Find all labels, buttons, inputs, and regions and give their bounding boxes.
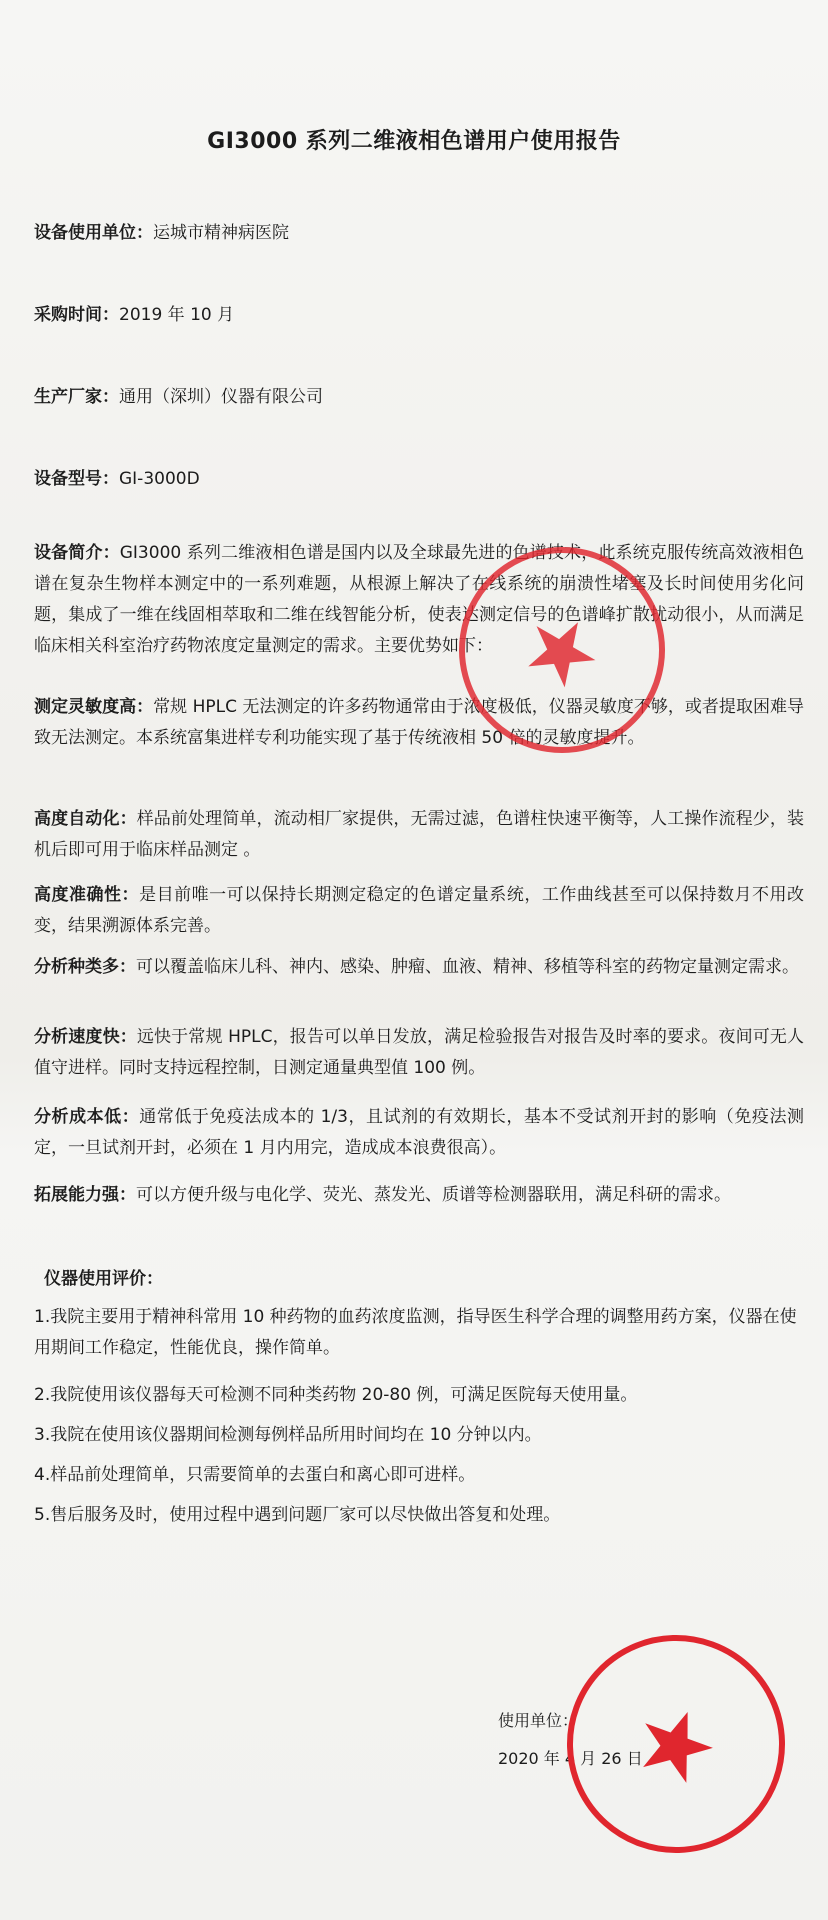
field-purchase-time-value: 2019 年 10 月: [119, 305, 235, 325]
document-title: GI3000 系列二维液相色谱用户使用报告: [207, 129, 621, 154]
field-manufacturer-value: 通用（深圳）仪器有限公司: [119, 387, 323, 407]
advantage-label: 拓展能力强：: [34, 1185, 136, 1205]
field-manufacturer-label: 生产厂家：: [34, 387, 119, 407]
advantage-text: 可以方便升级与电化学、荧光、蒸发光、质谱等检测器联用，满足科研的需求。: [136, 1185, 731, 1205]
advantage-label: 测定灵敏度高：: [34, 697, 154, 717]
advantage-sensitivity: [34, 692, 804, 754]
evaluation-item: 5.售后服务及时，使用过程中遇到问题厂家可以尽快做出答复和处理。: [34, 1505, 561, 1525]
advantage-text: 可以覆盖临床儿科、神内、感染、肿瘤、血液、精神、移植等科室的药物定量测定需求。: [136, 957, 799, 977]
field-model-label: 设备型号：: [34, 469, 119, 489]
advantage-text: 远快于常规 HPLC，报告可以单日发放，满足检验报告对报告及时率的要求。夜间可无人值守进样。同时支持远程控制，日测定通量典型值 100 例。: [34, 1027, 805, 1078]
hospital-seal-stamp-lower: [560, 1628, 792, 1860]
advantage-label: 分析成本低：: [34, 1107, 140, 1127]
advantage-label: 分析种类多：: [34, 957, 136, 977]
field-user-unit-label: 设备使用单位：: [34, 223, 153, 243]
advantage-label: 高度准确性：: [34, 885, 140, 905]
field-user-unit: [34, 218, 289, 243]
evaluation-item: 3.我院在使用该仪器期间检测每例样品所用时间均在 10 分钟以内。: [34, 1425, 542, 1445]
field-user-unit-value: 运城市精神病医院: [153, 223, 289, 243]
evaluation-heading: 仪器使用评价：: [44, 1269, 163, 1289]
advantage-variety: [34, 952, 804, 983]
advantage-label: 分析速度快：: [34, 1027, 137, 1047]
field-model: [34, 464, 200, 489]
intro-paragraph: [34, 538, 804, 662]
field-purchase-time-label: 采购时间：: [34, 305, 119, 325]
field-manufacturer: [34, 382, 323, 407]
advantage-text: 常规 HPLC 无法测定的许多药物通常由于浓度极低，仪器灵敏度不够，或者提取困难导致无法测定。本系统富集进样专利功能实现了基于传统液相 50 倍的灵敏度提升。: [34, 697, 805, 748]
advantage-cost: [34, 1102, 804, 1164]
advantage-extensibility: [34, 1180, 804, 1211]
advantage-automation: [34, 804, 804, 866]
intro-text: GI3000 系列二维液相色谱是国内以及全球最先进的色谱技术，此系统克服传统高效液相色谱在复杂生物样本测定中的一系列难题，从根源上解决了在线系统的崩溃性堵塞及长时间使用劣化问题，集成了一维在线固相萃取和二维在线智能分析，使表达测定信号的色谱峰扩散扰动很小，从而满足临床相关科室治疗药物浓度定量测定的需求。主要优势如下：: [34, 543, 804, 656]
advantage-text: 通常低于免疫法成本的 1/3，且试剂的有效期长，基本不受试剂开封的影响（免疫法测定，一旦试剂开封，必须在 1 月内用完，造成成本浪费很高）。: [34, 1107, 805, 1158]
advantage-text: 样品前处理简单，流动相厂家提供，无需过滤，色谱柱快速平衡等，人工操作流程少，装机后即可用于临床样品测定 。: [34, 809, 805, 860]
advantage-accuracy: [34, 880, 804, 942]
signature-unit-label: 使用单位：: [498, 1711, 579, 1730]
signature-date: 2020 年 4 月 26 日: [498, 1749, 643, 1768]
evaluation-item: 1.我院主要用于精神科常用 10 种药物的血药浓度监测，指导医生科学合理的调整用药方案，仪器在使用期间工作稳定，性能优良，操作简单。: [34, 1307, 797, 1358]
hospital-seal-stamp: [452, 540, 672, 760]
field-model-value: GI-3000D: [119, 469, 200, 489]
advantage-speed: [34, 1022, 804, 1084]
evaluation-item: 4.样品前处理简单，只需要简单的去蛋白和离心即可进样。: [34, 1465, 476, 1485]
intro-label: 设备简介：: [34, 543, 120, 563]
evaluation-item: 2.我院使用该仪器每天可检测不同种类药物 20-80 例，可满足医院每天使用量。: [34, 1385, 638, 1405]
advantage-text: 是目前唯一可以保持长期测定稳定的色谱定量系统，工作曲线甚至可以保持数月不用改变，结果溯源体系完善。: [34, 885, 805, 936]
advantage-label: 高度自动化：: [34, 809, 137, 829]
field-purchase-time: [34, 300, 234, 325]
